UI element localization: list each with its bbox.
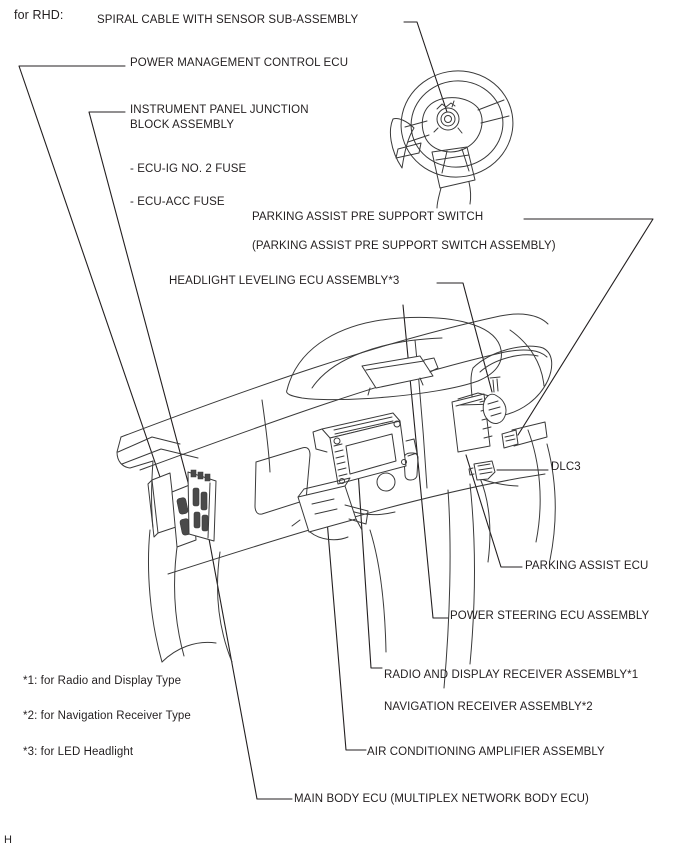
radio-receiver-unit xyxy=(313,413,417,484)
callout-dlc3: DLC3 xyxy=(551,461,581,473)
callout-radio-receiver: RADIO AND DISPLAY RECEIVER ASSEMBLY*1 xyxy=(384,669,639,681)
callout-junction-block-line2: BLOCK ASSEMBLY xyxy=(130,119,235,131)
callout-ac-amplifier: AIR CONDITIONING AMPLIFIER ASSEMBLY xyxy=(367,746,605,758)
callout-main-body-ecu: MAIN BODY ECU (MULTIPLEX NETWORK BODY ECU) xyxy=(294,793,589,805)
callout-parking-switch-assembly: (PARKING ASSIST PRE SUPPORT SWITCH ASSEMBLY) xyxy=(252,240,556,252)
callout-junction-block xyxy=(130,103,309,133)
callout-power-management-ecu: POWER MANAGEMENT CONTROL ECU xyxy=(130,57,349,69)
dash-top-ecu-box xyxy=(362,356,438,395)
ac-amplifier-unit xyxy=(292,478,368,540)
spiral-cable-detail xyxy=(434,101,462,133)
callout-junction-block-line1: INSTRUMENT PANEL JUNCTION xyxy=(130,104,309,116)
callout-power-steering-ecu: POWER STEERING ECU ASSEMBLY xyxy=(450,610,650,622)
leader-headlight-leveling xyxy=(437,283,492,392)
leader-ac-amplifier xyxy=(327,520,366,750)
footnote-3: *3: for LED Headlight xyxy=(23,746,134,758)
callout-navigation-receiver: NAVIGATION RECEIVER ASSEMBLY*2 xyxy=(384,701,593,713)
footnote-2: *2: for Navigation Receiver Type xyxy=(23,710,191,722)
callout-spiral-cable: SPIRAL CABLE WITH SENSOR SUB-ASSEMBLY xyxy=(97,14,359,26)
footnote-1: *1: for Radio and Display Type xyxy=(23,675,182,687)
headlight-leveling-ecu-drawing xyxy=(483,377,506,423)
callout-fuse-acc: - ECU-ACC FUSE xyxy=(130,196,225,208)
left-ecu-cluster xyxy=(148,470,216,547)
leader-spiral-cable xyxy=(404,22,447,112)
callout-headlight-leveling-ecu: HEADLIGHT LEVELING ECU ASSEMBLY*3 xyxy=(169,275,400,287)
leader-main-body-ecu xyxy=(207,528,292,799)
steering-wheel xyxy=(390,62,521,208)
callout-parking-assist-ecu: PARKING ASSIST ECU xyxy=(525,560,649,572)
variant-label: for RHD: xyxy=(14,8,64,22)
page-marker: H xyxy=(4,834,13,846)
callout-fuse-ig: - ECU-IG NO. 2 FUSE xyxy=(130,163,247,175)
callout-parking-switch: PARKING ASSIST PRE SUPPORT SWITCH xyxy=(252,211,484,223)
